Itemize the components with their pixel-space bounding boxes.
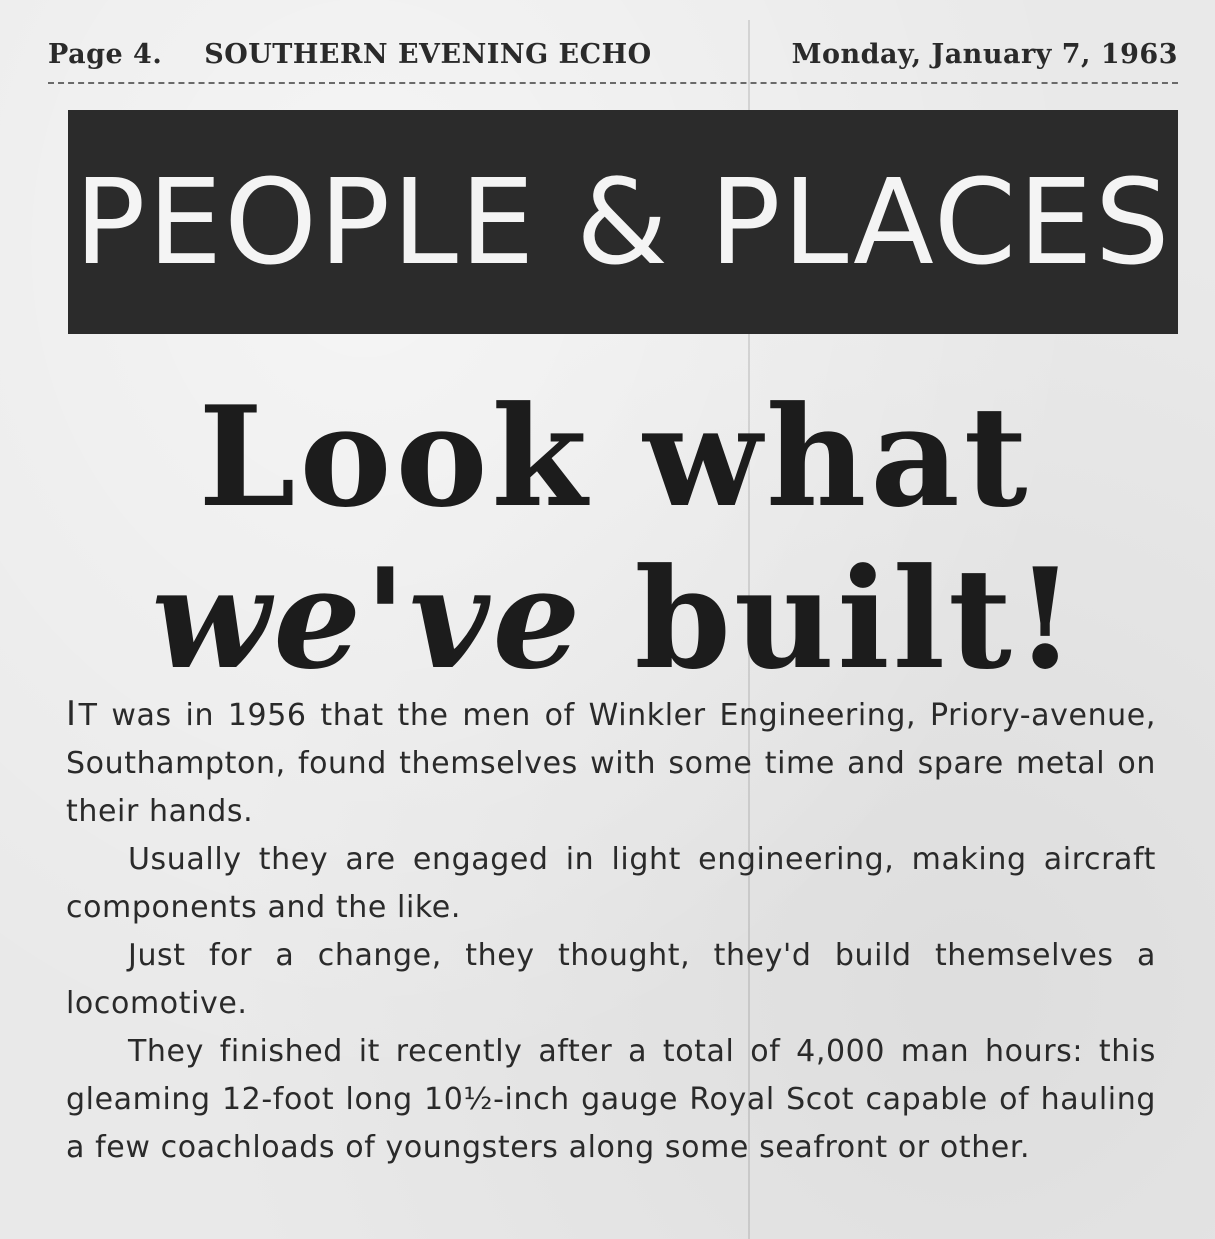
article-paragraph-1: [66, 690, 1156, 836]
masthead-rule: [48, 82, 1178, 84]
headline-line-1: Look what: [198, 375, 1032, 538]
article-body: [66, 690, 1156, 1172]
publication-date: Monday, January 7, 1963: [791, 38, 1178, 70]
article-paragraph-2: Usually they are engaged in light engineering, making aircraft components and the like.: [66, 842, 1156, 925]
section-title: PEOPLE & PLACES: [74, 153, 1172, 291]
article-paragraph-4: They finished it recently after a total of 4,000 man hours: this gleaming 12-foot long 10½-inch gauge Royal Scot capable of hauling a few coachloads of youngsters along some seafront or other.: [66, 1034, 1156, 1165]
masthead: [48, 34, 1178, 74]
article-paragraph-3: Just for a change, they thought, they'd build themselves a locomotive.: [66, 938, 1156, 1021]
headline: [60, 375, 1170, 700]
headline-line-2: [60, 537, 1170, 700]
headline-word-weve: we've: [151, 537, 584, 700]
newspaper-name: SOUTHERN EVENING ECHO: [204, 38, 652, 70]
drop-cap: I: [66, 694, 77, 734]
article-paragraph-1-text: T was in 1956 that the men of Winkler Engineering, Priory-avenue, Southampton, found themselves with some time and spare metal on their hands.: [66, 698, 1156, 829]
section-banner: [68, 110, 1178, 334]
headline-word-built: built!: [634, 537, 1079, 700]
page-number: Page 4.: [48, 38, 163, 70]
